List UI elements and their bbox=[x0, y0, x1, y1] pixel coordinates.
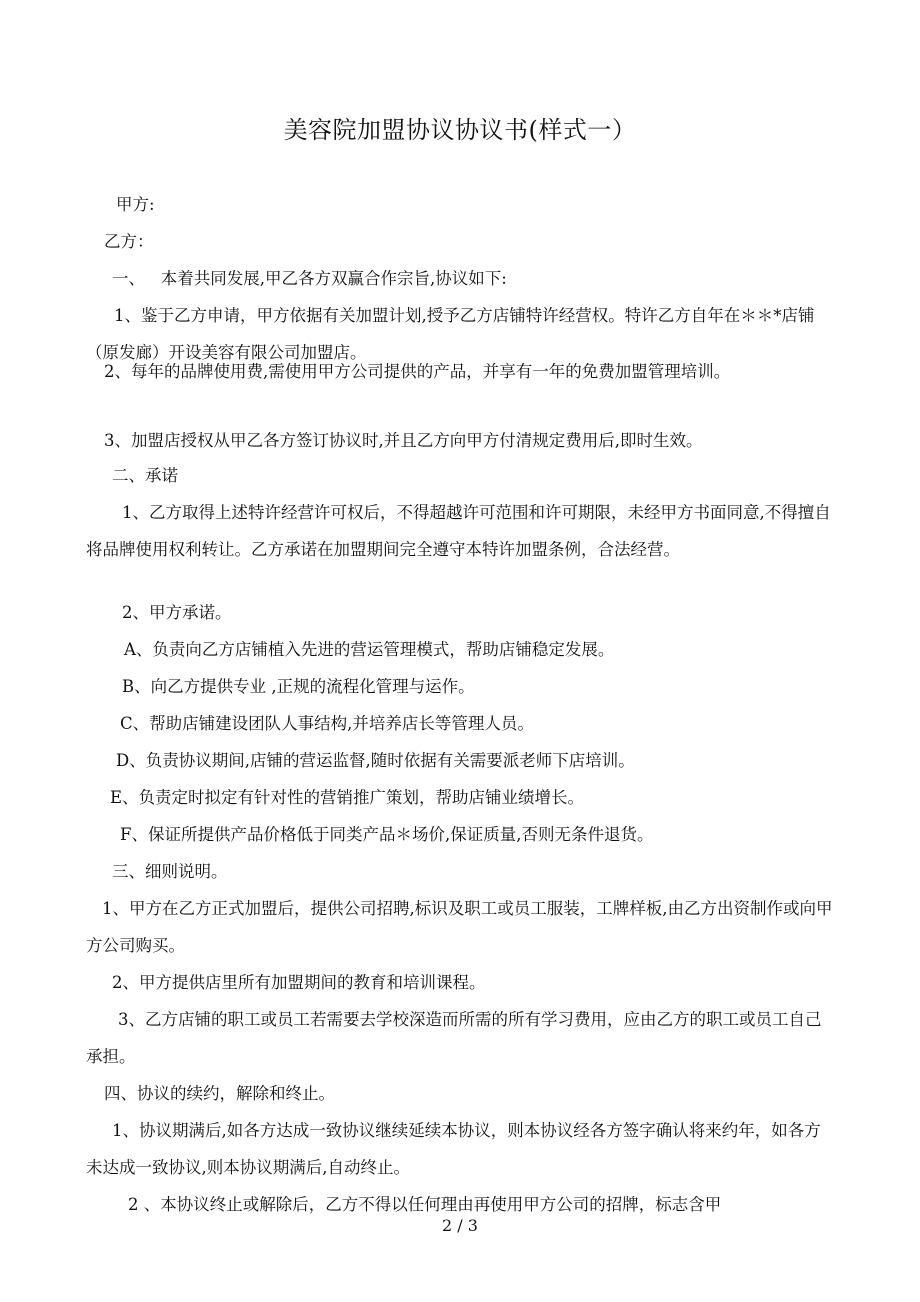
document-title: 美容院加盟协议协议书(样式一） bbox=[283, 116, 637, 144]
clause-2-2-b: B、向乙方提供专业 ,正规的流程化管理与运作。 bbox=[122, 677, 475, 696]
clause-4-2: 2 、本协议终止或解除后，乙方不得以任何理由再使用甲方公司的招牌，标志含甲 bbox=[128, 1195, 722, 1214]
clause-1-3: 3、加盟店授权从甲乙各方签订协议时,并且乙方向甲方付清规定费用后,即时生效。 bbox=[104, 431, 703, 450]
clause-1-2: 2、每年的品牌使用费,需使用甲方公司提供的产品，并享有一年的免费加盟管理培训。 bbox=[104, 362, 731, 381]
clause-2-2-a: A、负责向乙方店铺植入先进的营运管理模式，帮助店铺稳定发展。 bbox=[124, 640, 615, 659]
party-a-line: 甲方: bbox=[116, 195, 155, 214]
section-3-heading: 三、细则说明。 bbox=[112, 862, 228, 881]
clause-1-1: 1、鉴于乙方申请，甲方依据有关加盟计划,授予乙方店铺特许经营权。特许乙方自年在＊＊*店铺（原发廊）开设美容有限公司加盟店。 bbox=[86, 306, 815, 362]
page-number: 2 / 3 bbox=[442, 1216, 478, 1235]
clause-4-1: 1、协议期满后,如各方达成一致协议继续延续本协议，则本协议经各方签字确认将来约年，如各方未达成一致协议,则本协议期满后,自动终止。 bbox=[86, 1121, 821, 1177]
section-4-heading: 四、协议的续约，解除和终止。 bbox=[104, 1084, 335, 1103]
clause-3-2: 2、甲方提供店里所有加盟期间的教育和培训课程。 bbox=[112, 973, 486, 992]
clause-3-1: 1、甲方在乙方正式加盟后，提供公司招聘,标识及职工或员工服装，工牌样板,由乙方出资制作或向甲方公司购买。 bbox=[86, 899, 833, 955]
clause-2-2-e: E、负责定时拟定有针对性的营销推广策划，帮助店铺业绩增长。 bbox=[110, 788, 585, 807]
clause-2-1: 1、乙方取得上述特许经营许可权后，不得超越许可范围和许可期限，未经甲方书面同意,不得擅自将品牌使用权利转让。乙方承诺在加盟期间完全遵守本特许加盟条例，合法经营。 bbox=[86, 503, 831, 559]
section-2-heading: 二、承诺 bbox=[112, 466, 178, 485]
clause-2-2-d: D、负责协议期间,店铺的营运监督,随时依据有关需要派老师下店培训。 bbox=[116, 751, 635, 770]
clause-2-2-f: F、保证所提供产品价格低于同类产品＊场价,保证质量,否则无条件退货。 bbox=[120, 825, 654, 844]
clause-2-2-c: C、帮助店铺建设团队人事结构,并培养店长等管理人员。 bbox=[120, 714, 534, 733]
clause-3-3: 3、乙方店铺的职工或员工若需要去学校深造而所需的所有学习费用，应由乙方的职工或员工自己承担。 bbox=[86, 1010, 822, 1066]
party-b-line: 乙方： bbox=[104, 232, 154, 251]
section-1-heading: 一、 本着共同发展,甲乙各方双赢合作宗旨,协议如下: bbox=[112, 269, 507, 288]
clause-2-2: 2、甲方承诺。 bbox=[122, 603, 232, 622]
